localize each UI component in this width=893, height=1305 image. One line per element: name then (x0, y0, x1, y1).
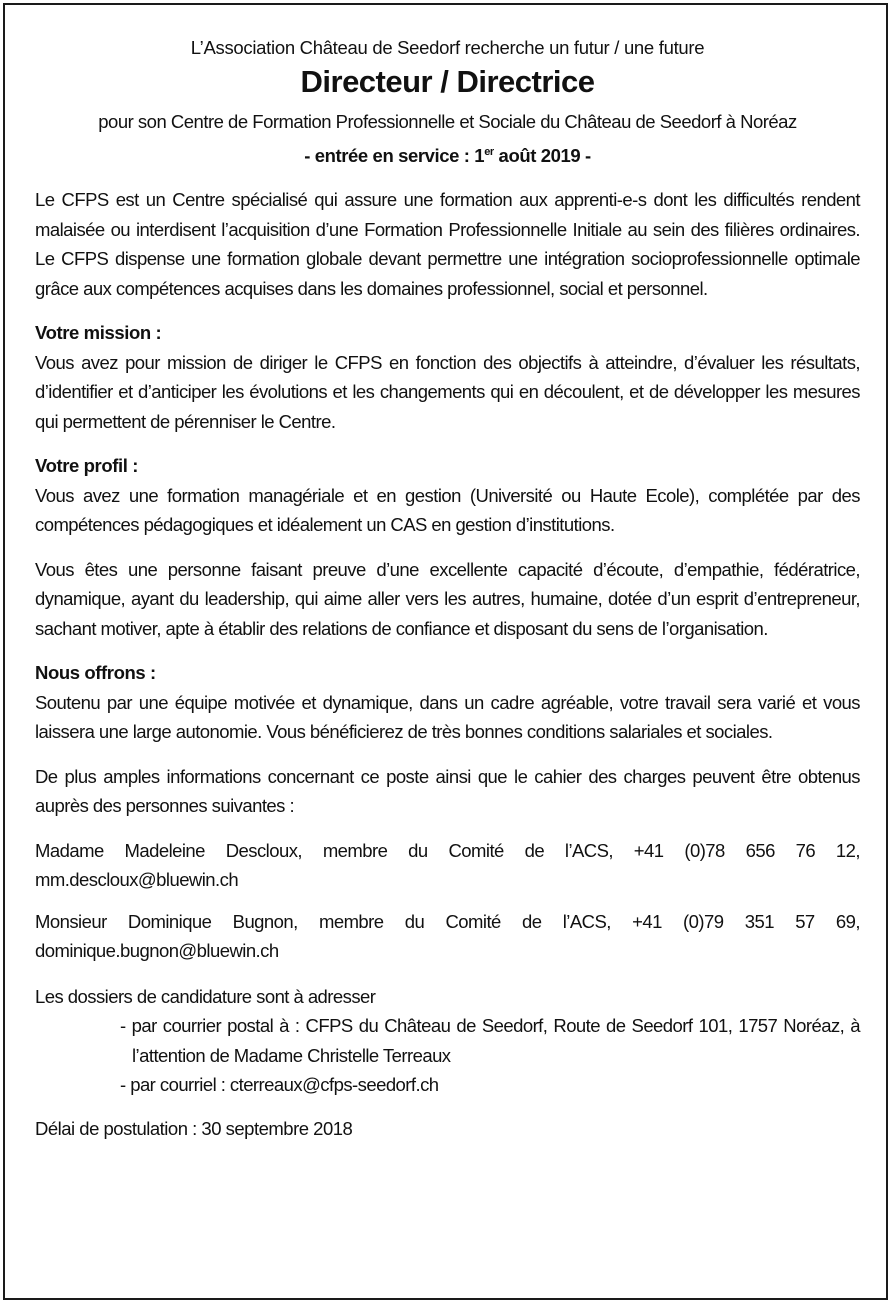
info-paragraph: De plus amples informations concernant ce poste ainsi que le cahier des charges peuvent être obtenus auprès des personnes suivantes : (35, 765, 860, 816)
contact-descloux: Madame Madeleine Descloux, membre du Comité de l’ACS, +41 (0)78 656 76 12, mm.descloux@bluewin.ch (35, 839, 860, 890)
entry-date (35, 143, 860, 169)
ad-content (35, 35, 860, 1143)
entry-date-superscript: er (484, 146, 494, 158)
association-intro: L’Association Château de Seedorf recherche un futur / une future (190, 37, 705, 58)
job-subtitle: pour son Centre de Formation Professionnelle et Sociale du Château de Seedorf à Noréaz (98, 111, 797, 132)
job-advertisement (3, 3, 888, 1300)
application-postal: - par courrier postal à : CFPS du Château de Seedorf, Route de Seedorf 101, 1757 Noréaz, à l’attention de Madame Christelle Terreaux (120, 1015, 860, 1066)
entry-date-prefix: - entrée en service : 1 (304, 145, 485, 166)
mission-text: Vous avez pour mission de diriger le CFPS en fonction des objectifs à atteindre, d’évaluer les résultats, d’identifier et d’anticiper les évolutions et les changements qui en découlent, et de développer les mesures qui permettent de pérenniser le Centre. (35, 351, 860, 432)
application-intro: Les dossiers de candidature sont à adresser (35, 985, 376, 1007)
profile-text-2: Vous êtes une personne faisant preuve d’une excellente capacité d’écoute, d’empathie, fédératrice, dynamique, ayant du leadership, qui aime aller vers les autres, humaine, dotée d’un esprit d’entrepreneur, sachant motiver, apte à établir des relations de confiance et disposant du sens de l’organisation. (35, 558, 860, 639)
profile-section (35, 451, 860, 643)
application-email: - par courriel : cterreaux@cfps-seedorf.ch (120, 1074, 439, 1095)
entry-date-suffix: août 2019 - (493, 145, 591, 166)
application-deadline: Délai de postulation : 30 septembre 2018 (35, 1117, 353, 1139)
job-title: Directeur / Directrice (300, 64, 595, 99)
application-section (35, 982, 860, 1100)
profile-heading: Votre profil : (35, 455, 138, 476)
mission-heading: Votre mission : (35, 322, 162, 343)
profile-text-1: Vous avez une formation managériale et en gestion (Université ou Haute Ecole), complétée par des compétences pédagogiques et idéalement un CAS en gestion d’institutions. (35, 484, 860, 535)
mission-section (35, 318, 860, 436)
offer-section (35, 658, 860, 747)
contact-bugnon: Monsieur Dominique Bugnon, membre du Comité de l’ACS, +41 (0)79 351 57 69, dominique.bugnon@bluewin.ch (35, 910, 860, 961)
offer-text: Soutenu par une équipe motivée et dynamique, dans un cadre agréable, votre travail sera varié et vous laissera une large autonomie. Vous bénéficierez de très bonnes conditions salariales et sociales. (35, 691, 860, 742)
offer-heading: Nous offrons : (35, 662, 156, 683)
intro-paragraph: Le CFPS est un Centre spécialisé qui assure une formation aux apprenti-e-s dont les difficultés rendent malaisée ou interdisent l’acquisition d’une Formation Professionnelle Initiale au sein des filières ordinaires. Le CFPS dispense une formation globale devant permettre une intégration socioprofessionnelle optimale grâce aux compétences acquises dans les domaines professionnel, social et personnel. (35, 189, 860, 299)
application-methods (35, 1011, 860, 1100)
